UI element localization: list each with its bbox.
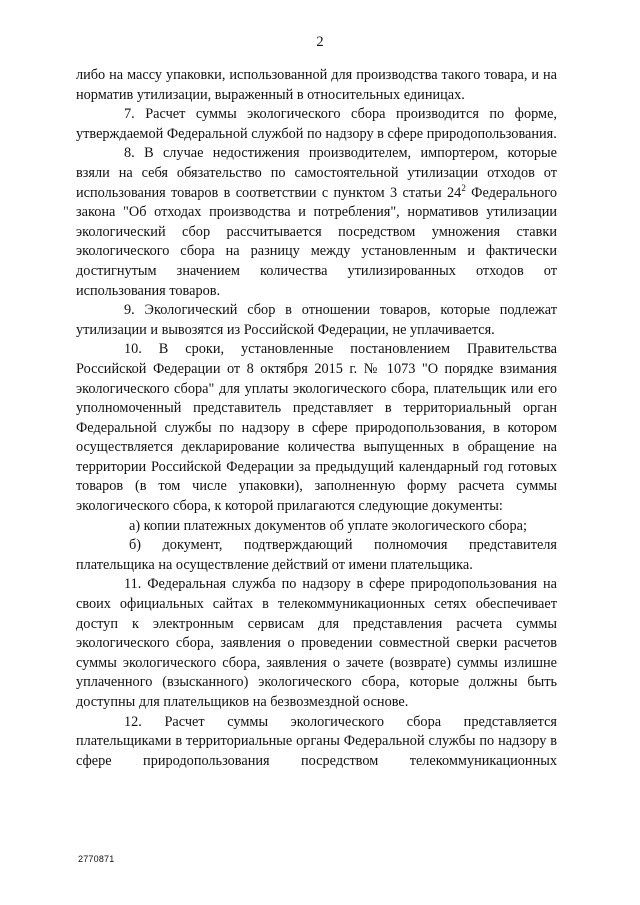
paragraph-8-text-end: Федерального закона "Об отходах производства и потребления", нормативов утилизации экологический сбор рассчитывается посредством умножения ставки экологического сбора на разницу между установленным и фактически достигнутым значением количества утилизированных отходов от использования товаров. <box>76 184 557 299</box>
paragraph-12: 12. Расчет суммы экологического сбора представляется плательщиками в территориальные органы Федеральной службы по надзору в сфере природопользования посредством телекоммуникационных <box>76 713 557 769</box>
document-body <box>76 66 557 771</box>
paragraph-7: 7. Расчет суммы экологического сбора производится по форме, утверждаемой Федеральной службой по надзору в сфере природопользования. <box>76 106 557 142</box>
paragraph-9: 9. Экологический сбор в отношении товаров, которые подлежат утилизации и вывозятся из Российской Федерации, не уплачивается. <box>76 302 557 338</box>
paragraph-8-text-start: 8. В случае недостижения производителем, импортером, которые взяли на себя обязательство по самостоятельной утилизации отходов от использования товаров в соответствии с пунктом 3 статьи 24 <box>76 145 557 201</box>
paragraph-10: 10. В сроки, установленные постановлением Правительства Российской Федерации от 8 октября 2015 г. № 1073 "О порядке взимания экологического сбора" для уплаты экологического сбора, плательщик или его уполномоченный представитель представляет в территориальный орган Федеральной службы по надзору в сфере природопользования, в котором осуществляется декларирование количества выпущенных в обращение на территории Российской Федерации за предыдущий календарный год готовых товаров (в том числе упаковки), заполненную форму расчета суммы экологического сбора, к которой прилагаются следующие документы: <box>76 341 557 515</box>
paragraph-11: 11. Федеральная служба по надзору в сфере природопользования на своих официальных сайтах в телекоммуникационных сетях обеспечивает доступ к электронным сервисам для представления расчета суммы экологического сбора, заявления о проведении совместной сверки расчетов суммы экологического сбора, заявления о зачете (возврате) суммы излишне уплаченного (взысканного) экологического сбора, которые должны быть доступны для плательщиков на безвозмездной основе. <box>76 576 557 710</box>
paragraph-8 <box>76 144 557 301</box>
article-superscript: 2 <box>461 182 466 193</box>
paragraph-continuation: либо на массу упаковки, использованной для производства такого товара, и на норматив утилизации, выраженный в относительных единицах. <box>76 67 557 103</box>
document-code: 2770871 <box>78 854 115 864</box>
list-item-b: б) документ, подтверждающий полномочия представителя плательщика на осуществление действий от имени плательщика. <box>76 537 557 573</box>
list-item-a: а) копии платежных документов об уплате экологического сбора; <box>129 517 527 534</box>
page-number: 2 <box>316 34 324 50</box>
